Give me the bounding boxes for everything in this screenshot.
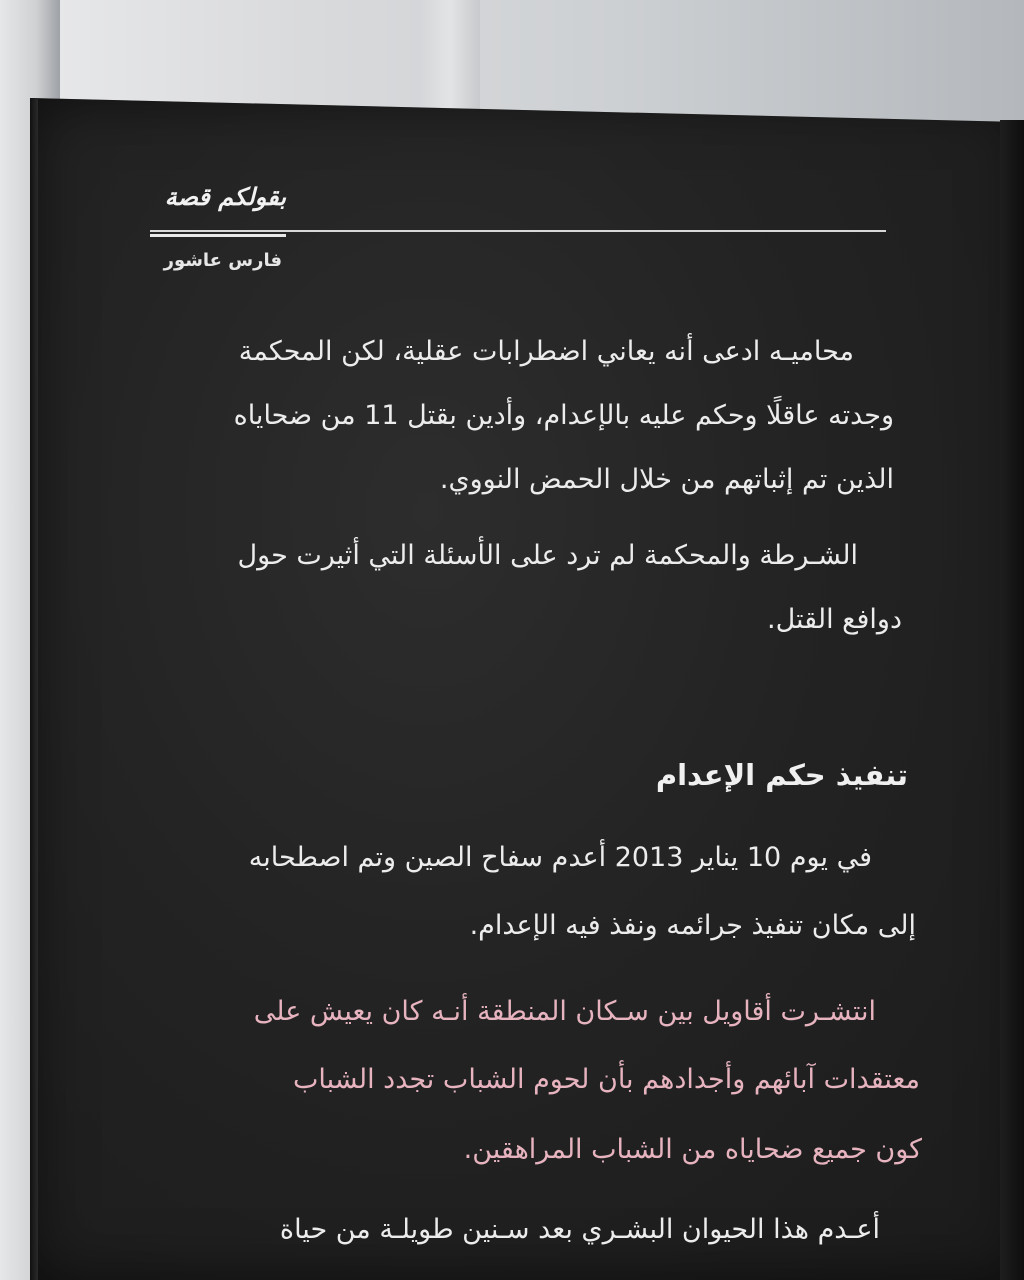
highlighted-line: انتشـرت أقاويل بين سـكان المنطقة أنـه كان يعيش على [253, 996, 876, 1027]
paragraph-line: في يوم 10 يناير 2013 أعدم سفاح الصين وتم اصطحابه [248, 842, 872, 873]
highlighted-line: كون جميع ضحاياه من الشباب المراهقين. [463, 1134, 922, 1165]
paragraph-line: الذين تم إثباتهم من خلال الحمض النووي. [439, 464, 894, 495]
book-title: بقولكم قصة [164, 182, 286, 211]
section-heading: تنفيذ حكم الإعدام [655, 758, 908, 792]
header-divider-accent [150, 234, 286, 237]
paragraph-line: وجدته عاقلًا وحكم عليه بالإعدام، وأدين بقتل 11 من ضحاياه [233, 400, 894, 431]
paragraph-line: محاميـه ادعى أنه يعاني اضطرابات عقلية، لكن المحكمة [238, 336, 854, 367]
paragraph-line: الشـرطة والمحكمة لم ترد على الأسئلة التي أثيرت حول [237, 540, 858, 571]
paragraph-line: دوافع القتل. [767, 604, 902, 635]
paragraph-line: أعـدم هذا الحيوان البشـري بعد سـنين طويلـة من حياة [279, 1214, 880, 1245]
header-divider [150, 230, 886, 232]
highlighted-line: معتقدات آبائهم وأجدادهم بأن لحوم الشباب تجدد الشباب [292, 1064, 920, 1095]
author-name: فارس عاشور [163, 250, 282, 271]
paragraph-line: إلى مكان تنفيذ جرائمه ونفذ فيه الإعدام. [469, 910, 916, 941]
